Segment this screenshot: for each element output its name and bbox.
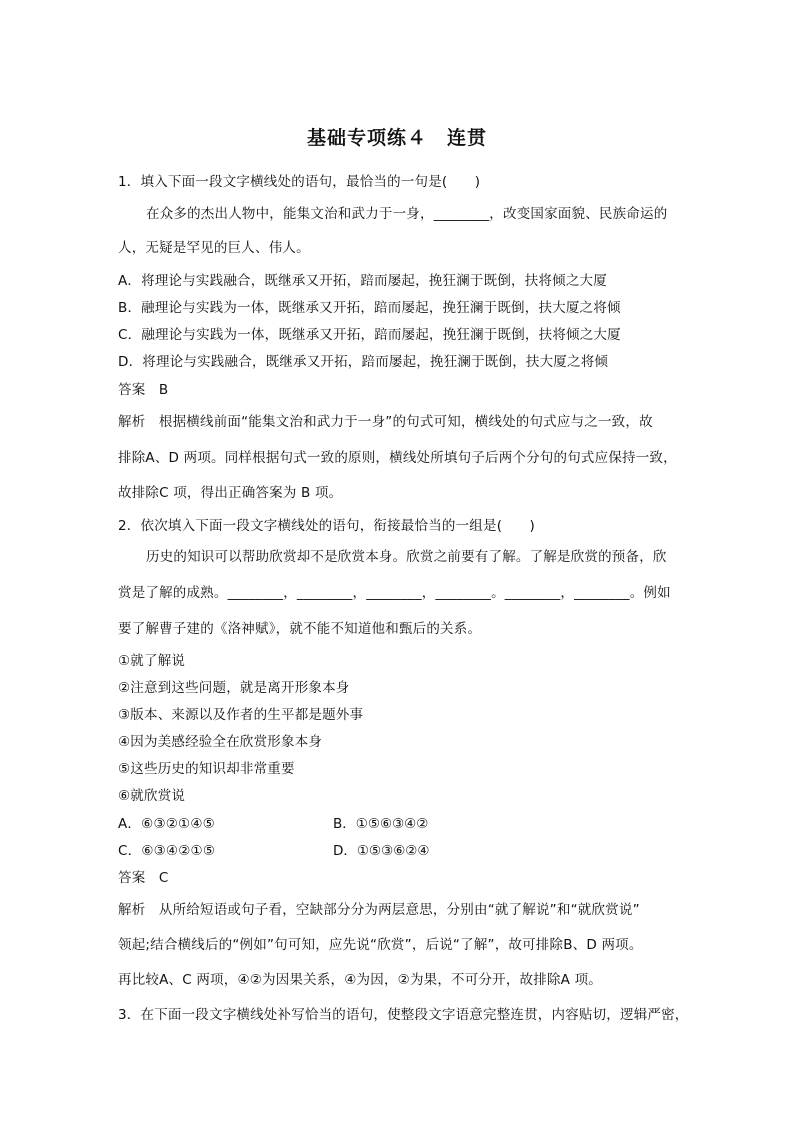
q1-analysis-line-3: 故排除C 项，得出正确答案为 B 项。 [118, 485, 343, 501]
q2-analysis-text: 从所给短语或句子看，空缺部分分为两层意思，分别由“就了解说”和“就欣赏说” [158, 902, 640, 918]
q1-analysis-text: 根据横线前面“能集文治和武力于一身”的句式可知，横线处的句式应与之一致，故 [158, 414, 653, 430]
q1-option-d: D．将理论与实践融合，既继承又开拓，踣而屡起，挽狂澜于既倒，扶大厦之将倾 [118, 354, 609, 370]
q2-option-d: D．①⑤③⑥②④ [333, 843, 430, 859]
q2-analysis-line-1 [118, 901, 640, 919]
q1-analysis-line-2: 排除A、D 两项。同样根据句式一致的原则，横线处所填句子后两个分句的句式应保持一致， [118, 450, 677, 466]
q1-option-c: C．融理论与实践为一体，既继承又开拓，踣而屡起，挽狂澜于既倒，扶将倾之大厦 [118, 327, 621, 343]
q2-option-c: C．⑥③④②①⑤ [118, 843, 216, 859]
q1-analysis-label: 解析 [118, 414, 146, 430]
q2-analysis-label: 解析 [118, 902, 146, 918]
q2-answer [118, 869, 169, 887]
q2-item-1: ①就了解说 [118, 653, 186, 669]
q2-item-5: ⑤这些历史的知识却非常重要 [118, 761, 295, 777]
q2-answer-value: C [158, 870, 169, 886]
q2-analysis-line-2: 领起;结合横线后的“例如”句可知，应先说“欣赏”，后说“了解”，故可排除B、D 两项。 [118, 937, 643, 953]
q2-passage-line-1: 历史的知识可以帮助欣赏却不是欣赏本身。欣赏之前要有了解。了解是欣赏的预备，欣 [146, 549, 667, 565]
q2-answer-label: 答案 [118, 870, 146, 886]
q1-answer-label: 答案 [118, 382, 146, 398]
q1-answer-value: B [158, 382, 169, 398]
q2-passage-line-2: 赏是了解的成熟。________，________，________，________。________，________。例如 [118, 585, 671, 601]
q2-analysis-line-3: 再比较A、C 两项，④②为因果关系，④为因，②为果，不可分开，故排除A 项。 [118, 972, 602, 988]
q1-option-b: B．融理论与实践为一体，既继承又开拓，踣而屡起，挽狂澜于既倒，扶大厦之将倾 [118, 300, 621, 316]
q3-stem: 3．在下面一段文字横线处补写恰当的语句，使整段文字语意完整连贯，内容贴切，逻辑严密， [118, 1007, 689, 1023]
q1-passage-line-2: 人，无疑是罕见的巨人、伟人。 [118, 240, 310, 256]
q2-item-3: ③版本、来源以及作者的生平都是题外事 [118, 707, 364, 723]
q2-stem: 2．依次填入下面一段文字横线处的语句，衔接最恰当的一组是( ) [118, 518, 536, 534]
q1-option-a: A．将理论与实践融合，既继承又开拓，踣而屡起，挽狂澜于既倒，扶将倾之大厦 [118, 273, 607, 289]
q2-item-2: ②注意到这些问题，就是离开形象本身 [118, 680, 350, 696]
q2-item-4: ④因为美感经验全在欣赏形象本身 [118, 734, 323, 750]
q1-stem: 1．填入下面一段文字横线处的语句，最恰当的一句是( ) [118, 174, 481, 190]
q2-option-b: B．①⑤⑥③④② [333, 816, 429, 832]
q2-passage-line-3: 要了解曹子建的《洛神赋》，就不能不知道他和甄后的关系。 [118, 621, 482, 637]
q2-option-a: A．⑥③②①④⑤ [118, 816, 215, 832]
q1-answer [118, 381, 168, 399]
page-title: 基础专项练４ 连贯 [306, 127, 487, 149]
q1-passage-line-1: 在众多的杰出人物中，能集文治和武力于一身，________，改变国家面貌、民族命运的 [146, 206, 668, 222]
q1-analysis-line-1 [118, 413, 653, 431]
q2-item-6: ⑥就欣赏说 [118, 788, 186, 804]
